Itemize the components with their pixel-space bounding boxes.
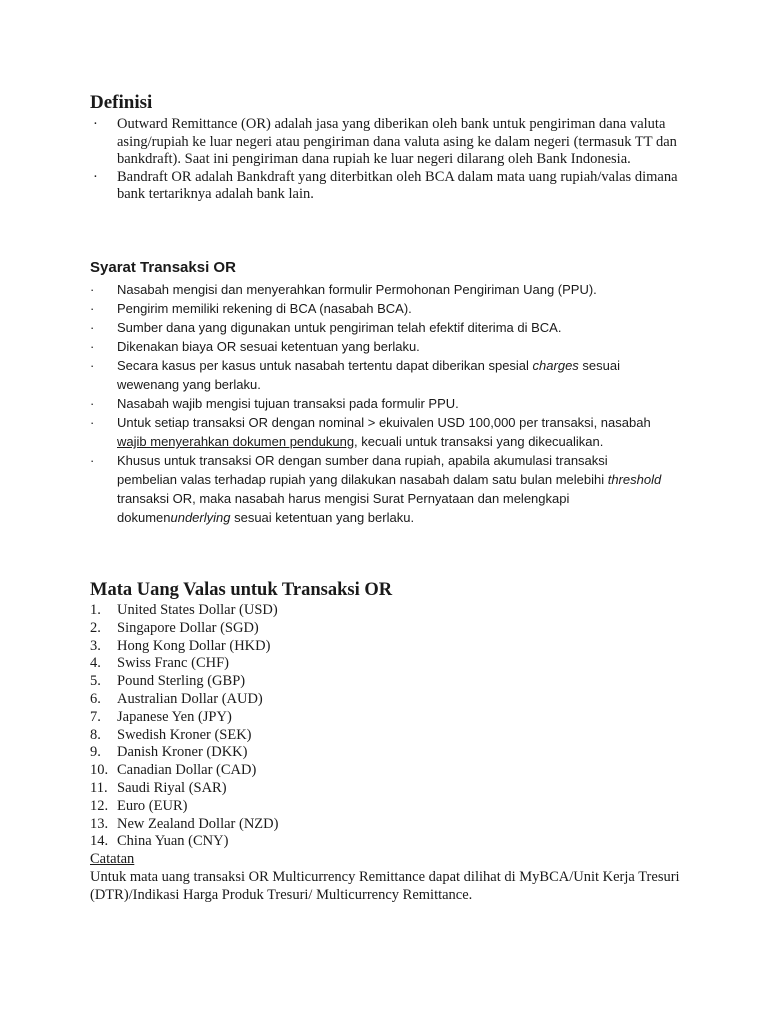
syarat-heading: Syarat Transaksi OR [90,259,236,276]
catatan-heading: Catatan [90,851,135,868]
currency-label: Saudi Riyal (SAR) [117,779,227,796]
bullet-icon: · [90,358,95,373]
currency-item [90,620,710,638]
mata-uang-heading: Mata Uang Valas untuk Transaksi OR [90,580,393,600]
definisi-heading: Definisi [90,92,153,113]
currency-number: 11. [90,779,108,796]
definisi-list [90,116,690,204]
currency-number: 4. [90,655,101,672]
definisi-item-or: · Outward Remittance (OR) adalah jasa yang diberikan oleh bank untuk pengiriman dana valuta asing/rupiah ke luar negeri atau pengiriman dana valuta asing ke dalam negeri (termasuk TT dan bankdraft). Saat ini pengiriman dana rupiah ke luar negeri dilarang oleh Bank Indonesia. [93,116,677,167]
currency-number: 2. [90,619,101,636]
currency-number: 8. [90,726,101,743]
currency-number: 7. [90,708,101,725]
currency-number: 1. [90,602,101,618]
currency-item [90,709,710,727]
currency-item [90,673,710,691]
currency-number: 5. [90,673,101,690]
syarat-item: · Nasabah mengisi dan menyerahkan formulir Permohonan Pengiriman Uang (PPU). [90,282,597,297]
bullet-icon: · [90,301,95,316]
syarat-section [90,258,670,527]
currency-number: 14. [90,833,109,850]
underlined-requirement: wajib menyerahkan dokumen pendukung [117,434,355,449]
syarat-item: · Sumber dana yang digunakan untuk pengiriman telah efektif diterima di BCA. [90,320,562,335]
bullet-icon: · [90,453,95,468]
currency-item [90,602,710,620]
currency-list [90,602,710,851]
currency-label: United States Dollar (USD) [117,602,278,618]
currency-number: 12. [90,797,109,814]
currency-label: Canadian Dollar (CAD) [117,762,257,779]
currency-label: Japanese Yen (JPY) [117,708,232,725]
syarat-item: · Pengirim memiliki rekening di BCA (nasabah BCA). [90,301,412,316]
syarat-item: · Untuk setiap transaksi OR dengan nominal > ekuivalen USD 100,000 per transaksi, nasabah wajib menyerahkan dokumen pendukung, kecuali untuk transaksi yang dikecualikan. [90,415,651,449]
currency-number: 6. [90,690,101,707]
currency-item [90,727,710,745]
definisi-item-bankdraft: · Bandraft OR adalah Bankdraft yang diterbitkan oleh BCA dalam mata uang rupiah/valas dimana bank tertariknya adalah bank lain. [93,168,678,202]
currency-item [90,780,710,798]
currency-item [90,744,710,762]
syarat-item: · Khusus untuk transaksi OR dengan sumber dana rupiah, apabila akumulasi transaksi pembelian valas terhadap rupiah yang dilakukan nasabah dalam satu bulan melebihi threshold transaksi OR, maka nasabah harus mengisi Surat Pernyataan dan melengkapi dokumenunderlying sesuai ketentuan yang berlaku. [90,453,662,525]
currency-item [90,691,710,709]
currency-item [90,655,710,673]
mata-uang-section [90,580,710,905]
currency-item [90,833,710,851]
currency-number: 9. [90,744,101,761]
currency-number: 10. [90,762,109,779]
bullet-icon: · [93,168,98,185]
bullet-icon: · [90,415,95,430]
bullet-icon: · [90,339,95,354]
bullet-icon: · [90,282,95,297]
currency-label: New Zealand Dollar (NZD) [117,815,279,832]
currency-label: Hong Kong Dollar (HKD) [117,637,271,654]
currency-item [90,798,710,816]
currency-label: Pound Sterling (GBP) [117,673,246,690]
currency-label: Australian Dollar (AUD) [117,690,263,707]
currency-label: Singapore Dollar (SGD) [117,619,259,636]
definisi-section [90,92,690,204]
currency-label: Swiss Franc (CHF) [117,655,229,672]
currency-item [90,638,710,656]
syarat-item: · Dikenakan biaya OR sesuai ketentuan yang berlaku. [90,339,420,354]
currency-number: 13. [90,815,109,832]
bullet-icon: · [90,396,95,411]
currency-label: China Yuan (CNY) [117,833,229,850]
bullet-icon: · [93,116,98,132]
currency-number: 3. [90,637,101,654]
currency-label: Swedish Kroner (SEK) [117,726,252,743]
catatan-text: Untuk mata uang transaksi OR Multicurrency Remittance dapat dilihat di MyBCA/Unit Kerja Tresuri (DTR)/Indikasi Harga Produk Tresuri/ Multicurrency Remittance. [90,868,680,903]
syarat-item: · Secara kasus per kasus untuk nasabah tertentu dapat diberikan spesial charges sesuai wewenang yang berlaku. [90,358,620,392]
currency-item [90,762,710,780]
syarat-item: · Nasabah wajib mengisi tujuan transaksi pada formulir PPU. [90,396,459,411]
currency-item [90,816,710,834]
currency-label: Danish Kroner (DKK) [117,744,248,761]
bullet-icon: · [90,320,95,335]
currency-label: Euro (EUR) [117,797,188,814]
syarat-list [90,280,670,527]
